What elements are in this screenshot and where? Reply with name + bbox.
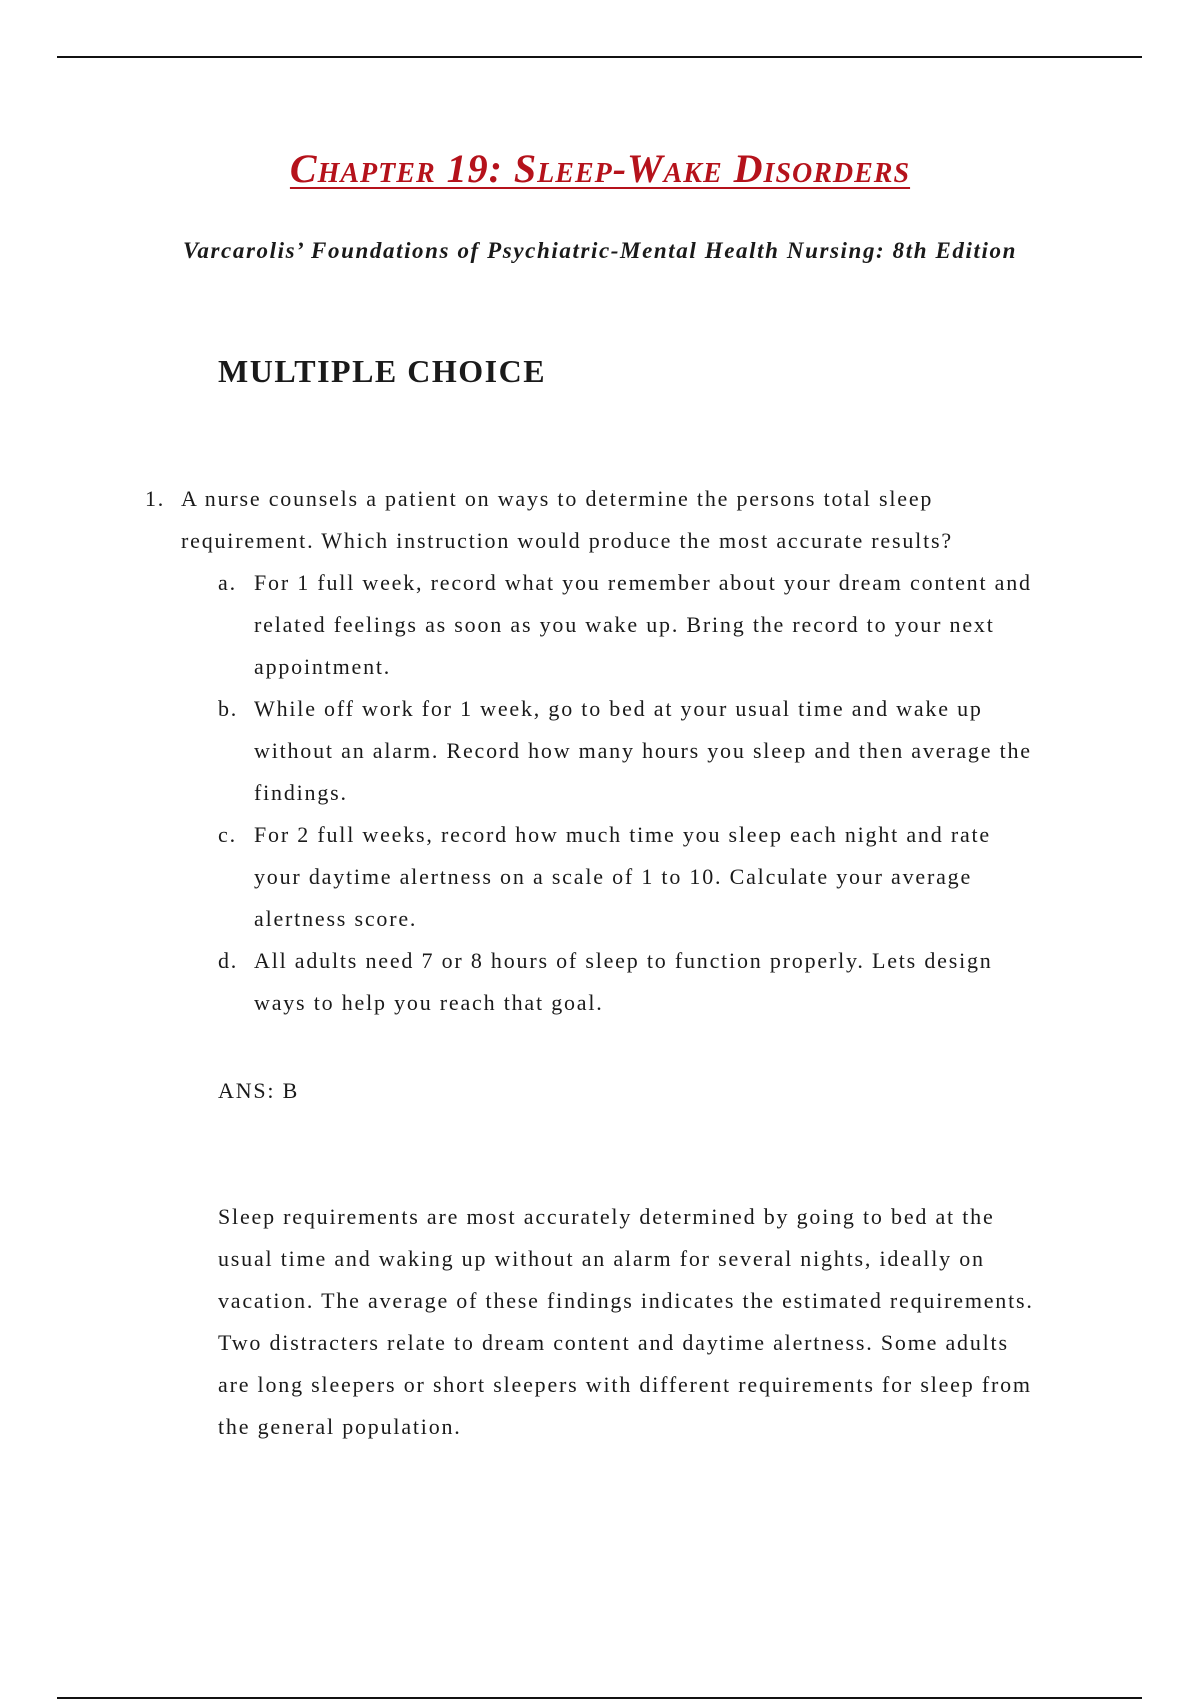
question-block [145, 478, 1045, 1024]
option-letter: d. [218, 948, 239, 973]
bottom-divider [57, 1697, 1142, 1699]
book-subtitle: Varcarolis’ Foundations of Psychiatric-Mental Health Nursing: 8th Edition [183, 238, 1017, 263]
chapter-title: Chapter 19: Sleep-Wake Disorders [289, 146, 911, 191]
question-text: A nurse counsels a patient on ways to determine the persons total sleep requirement. Which instruction would produce the most accurate results? [181, 486, 953, 553]
option-c [218, 814, 1045, 940]
option-letter: b. [218, 696, 239, 721]
option-a [218, 562, 1045, 688]
option-text: For 1 full week, record what you remember about your dream content and related feelings as soon as you wake up. Bring the record to your next appointment. [254, 570, 1032, 679]
option-b [218, 688, 1045, 814]
option-text: All adults need 7 or 8 hours of sleep to function properly. Lets design ways to help you reach that goal. [254, 948, 993, 1015]
rationale-text: Sleep requirements are most accurately determined by going to bed at the usual time and waking up without an alarm for several nights, ideally on vacation. The average of these findings indicates the estimated requirements. Two distracters relate to dream content and daytime alertness. Some adults are long sleepers or short sleepers with different requirements for sleep from the general population. [218, 1204, 1034, 1439]
option-letter: a. [218, 570, 237, 595]
option-d [218, 940, 1045, 1024]
question-stem [145, 478, 1045, 562]
top-divider [57, 56, 1142, 58]
section-heading: MULTIPLE CHOICE [218, 353, 547, 389]
option-text: For 2 full weeks, record how much time you sleep each night and rate your daytime alertness on a scale of 1 to 10. Calculate your average alertness score. [254, 822, 991, 931]
question-number: 1. [145, 486, 166, 511]
answer-key: ANS: B [218, 1078, 300, 1103]
option-letter: c. [218, 822, 237, 847]
answer-options [145, 562, 1045, 1024]
option-text: While off work for 1 week, go to bed at your usual time and wake up without an alarm. Record how many hours you sleep and then average the findings. [254, 696, 1032, 805]
